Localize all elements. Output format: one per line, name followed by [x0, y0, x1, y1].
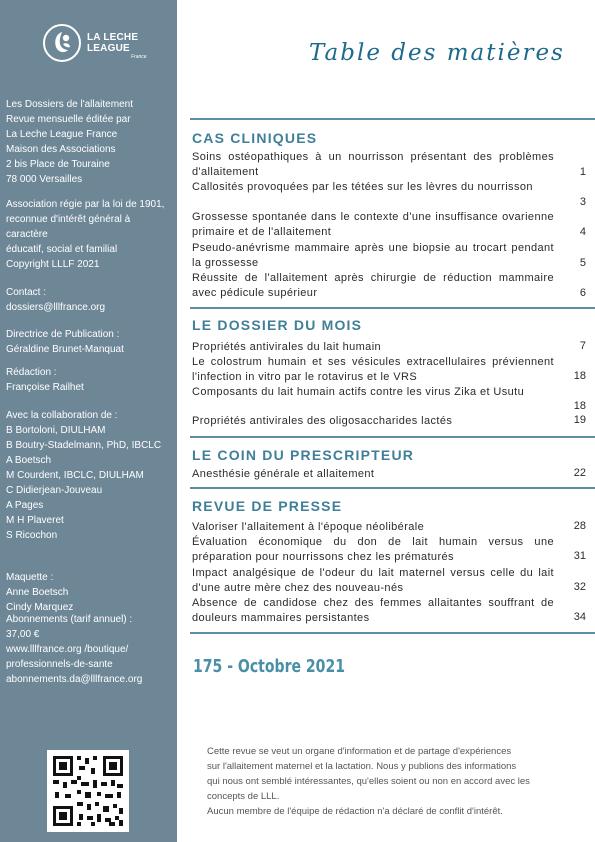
publisher-line: La Leche League France	[6, 129, 118, 140]
footer-line: qui nous ont semblé intéressantes, qu'elles soient ou non en accord avec les	[207, 776, 530, 787]
abonnements-email-link[interactable]: abonnements.da@lllfrance.org	[6, 674, 143, 685]
footer-line: Aucun membre de l'équipe de rédaction n'a déclaré de conflit d'intérêt.	[207, 806, 503, 817]
publisher-line: Maison des Associations	[6, 144, 116, 155]
section-heading-coin-du-prescripteur: LE COIN DU PRESCRIPTEUR	[192, 447, 415, 463]
collaboration-block	[6, 408, 161, 543]
qr-code-icon[interactable]	[47, 750, 129, 832]
contact-email-link[interactable]: dossiers@lllfrance.org	[6, 302, 106, 313]
lll-logo	[43, 24, 155, 80]
collaborator: M Courdent, IBCLC, DIULHAM	[6, 470, 144, 481]
shop-link[interactable]: www.lllfrance.org /boutique/	[6, 644, 129, 655]
logo-line1: LA LECHE	[87, 32, 139, 43]
toc-entry[interactable]: Composants du lait humain actifs contre les virus Zika et Usutu	[192, 386, 525, 398]
publisher-line: 2 bis Place de Touraine	[6, 159, 110, 170]
toc-page: 34	[573, 611, 586, 623]
toc-entry[interactable]: Soins ostéopathiques à un nourrisson présentant des problèmes d'allaitement	[192, 151, 554, 178]
publisher-line: Revue mensuelle éditée par	[6, 114, 131, 125]
page-title: Table des matières	[309, 40, 565, 66]
collaborator: C Didierjean-Jouveau	[6, 485, 103, 496]
section-heading-revue-de-presse: REVUE DE PRESSE	[192, 498, 343, 514]
toc-entry[interactable]: Évaluation économique du don de lait humain versus une préparation pour nourrissons chez les prématurés	[192, 536, 554, 563]
collaborator: M H Plaveret	[6, 515, 64, 526]
footer-line: sur l'allaitement maternel et la lactation. Nous y publions des informations	[207, 761, 517, 772]
publisher-line: 78 000 Versailles	[6, 174, 83, 185]
abonnements-label: Abonnements (tarif annuel) :	[6, 614, 133, 625]
maquette-label: Maquette :	[6, 572, 54, 583]
association-line: reconnue d'intérêt général à	[6, 214, 131, 225]
toc-page: 3	[579, 196, 586, 208]
publisher-line: Les Dossiers de l'allaitement	[6, 99, 133, 110]
abonnements-block	[6, 612, 142, 687]
direction-name: Géraldine Brunet-Manquat	[6, 344, 124, 355]
toc-page: 6	[579, 287, 586, 299]
collaborator: S Ricochon	[6, 530, 58, 541]
footer-line: Cette revue se veut un organe d'information et de partage d'expériences	[207, 746, 512, 757]
toc-entry[interactable]: Grossesse spontanée dans le contexte d'une insuffisance ovarienne primaire et de l'allaitement	[192, 211, 554, 238]
sidebar	[0, 0, 177, 842]
toc-page: 28	[573, 520, 586, 532]
toc-entry[interactable]: Propriétés antivirales du lait humain	[192, 341, 382, 353]
mother-child-logo-icon	[43, 24, 81, 62]
toc-page: 18	[573, 400, 586, 412]
toc-entry[interactable]: Le colostrum humain et ses vésicules extracellulaires préviennent l'infection in vitro par le rotavirus et le VRS	[192, 356, 554, 383]
maquette-name: Anne Boetsch	[6, 587, 69, 598]
association-line: éducatif, social et familial	[6, 244, 118, 255]
toc-page: 19	[573, 414, 586, 426]
association-line: Association régie par la loi de 1901,	[6, 199, 165, 210]
direction-label: Directrice de Publication :	[6, 329, 120, 340]
toc-page: 31	[573, 550, 586, 562]
toc-entry[interactable]: Absence de candidose chez des femmes allaitantes souffrant de douleurs mammaires persistantes	[192, 597, 554, 624]
section-rule	[190, 487, 595, 489]
toc-entry[interactable]: Impact analgésique de l'odeur du lait maternel versus celle du lait d'une autre mère chez des nouveau-nés	[192, 567, 554, 594]
maquette-block	[6, 570, 73, 615]
collaborator: A Pages	[6, 500, 44, 511]
collaboration-label: Avec la collaboration de :	[6, 410, 118, 421]
collaborator: A Boetsch	[6, 455, 52, 466]
section-heading-dossier-du-mois: LE DOSSIER DU MOIS	[192, 317, 363, 333]
toc-entry[interactable]: Callosités provoquées par les tétées sur les lèvres du nourrisson	[192, 181, 533, 193]
toc-entry[interactable]: Réussite de l'allaitement après chirurgie de réduction mammaire avec pédicule supérieur	[192, 272, 554, 299]
contact-label: Contact :	[6, 287, 47, 298]
publisher-block	[6, 97, 133, 187]
section-rule	[190, 436, 595, 438]
association-line: Copyright LLLF 2021	[6, 259, 100, 270]
toc-page: 5	[579, 257, 586, 269]
toc-page: 18	[573, 370, 586, 382]
contact-block	[6, 285, 105, 315]
section-rule	[190, 632, 595, 634]
shop-link-cont[interactable]: professionnels-de-sante	[6, 659, 113, 670]
direction-block	[6, 327, 124, 357]
redaction-name: Françoise Railhet	[6, 382, 84, 393]
section-rule	[190, 307, 595, 309]
footer-line: concepts de LLL.	[207, 791, 280, 802]
association-block	[6, 197, 164, 272]
collaborator: B Boutry-Stadelmann, PhD, IBCLC	[6, 440, 162, 451]
association-line: caractère	[6, 229, 48, 240]
toc-entry[interactable]: Anesthésie générale et allaitement	[192, 468, 375, 480]
logo-line2: LEAGUE	[87, 43, 130, 54]
toc-entry[interactable]: Valoriser l'allaitement à l'époque néolibérale	[192, 521, 425, 533]
toc-page: 1	[579, 166, 586, 178]
toc-page: 32	[573, 581, 586, 593]
abonnements-price: 37,00 €	[6, 629, 40, 640]
toc-entry[interactable]: Pseudo-anévrisme mammaire après une biopsie au trocart pendant la grossesse	[192, 242, 554, 269]
toc-page: 4	[579, 226, 586, 238]
issue-number: 175 - Octobre 2021	[193, 656, 345, 677]
toc-page: 7	[579, 340, 586, 352]
section-rule	[190, 118, 595, 120]
maquette-name: Cindy Marquez	[6, 602, 74, 613]
collaborator: B Bortoloni, DIULHAM	[6, 425, 106, 436]
logo-line3: France	[131, 54, 147, 60]
redaction-block	[6, 365, 84, 395]
redaction-label: Rédaction :	[6, 367, 57, 378]
section-heading-cas-cliniques: CAS CLINIQUES	[192, 130, 318, 146]
footer-disclaimer	[207, 744, 577, 819]
toc-entry[interactable]: Propriétés antivirales des oligosaccharides lactés	[192, 415, 453, 427]
toc-page: 22	[573, 467, 586, 479]
